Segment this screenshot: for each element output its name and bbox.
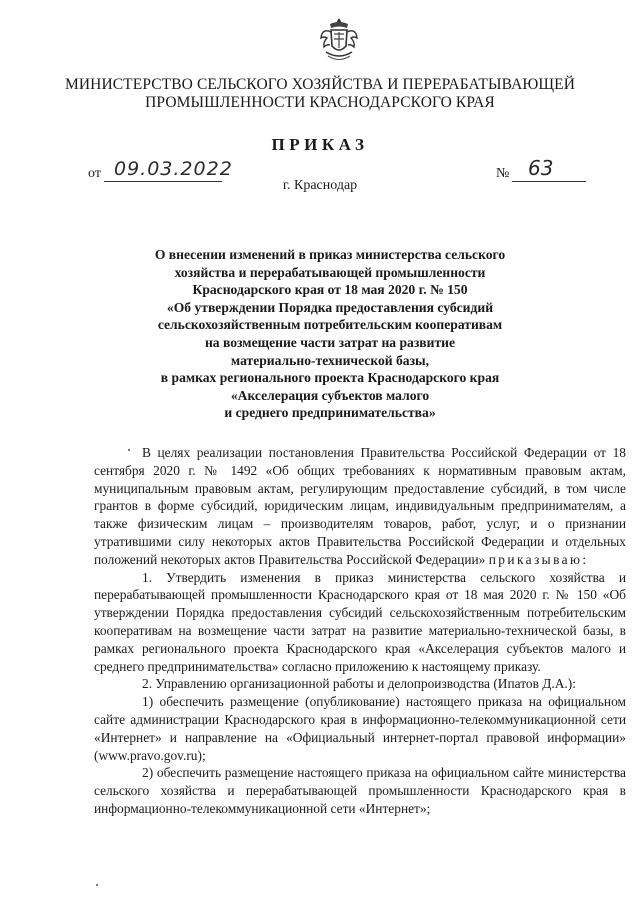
intro-text: В целях реализации постановления Правительства Российской Федерации от 18 сентября 2020 г. № 1492 «Об общих требованиях к нормативным правовым актам, муниципальным правовым актам, регулирующим предоставление субсидий, в том числе грантов в форме субсидий, юридическим лицам, индивидуальным предпринимателям, а также физическим лицам – производителям товаров, работ, услуг, и о признании утратившими силу некоторых актов Правительства Российской Федерации и отдельных положений некоторых актов Правительства Российской Федерации» bbox=[94, 445, 626, 567]
coat-of-arms-icon bbox=[318, 14, 360, 64]
order-body bbox=[94, 444, 626, 818]
subject-line: сельскохозяйственным потребительским кооперативам bbox=[157, 317, 503, 333]
subject-line: «Об утверждении Порядка предоставления субсидий bbox=[166, 299, 494, 315]
subject-line: «Акселерация субъектов малого bbox=[230, 387, 430, 403]
scan-speck bbox=[128, 449, 130, 451]
subject-line: О внесении изменений в приказ министерства сельского bbox=[154, 247, 506, 262]
order-subject bbox=[120, 246, 540, 422]
subject-line: и среднего предпринимательства» bbox=[224, 405, 436, 421]
city: г. Краснодар bbox=[282, 178, 358, 193]
ministry-line-2: ПРОМЫШЛЕННОСТИ КРАСНОДАРСКОГО КРАЯ bbox=[145, 94, 495, 111]
subject-line: на возмещение части затрат на развитие bbox=[204, 334, 456, 350]
item-2: 2. Управлению организационной работы и делопроизводства (Ипатов Д.А.): bbox=[142, 676, 576, 692]
subject-line: материально-технической базы, bbox=[230, 352, 430, 368]
item-2-1: 1) обеспечить размещение (опубликование) настоящего приказа на официальном сайте администрации Краснодарского края в информационно-телекоммуникационной сети «Интернет» и направление на «Официальный интернет-портал правовой информации» (www.pravo.gov.ru); bbox=[94, 694, 626, 763]
ministry-name bbox=[40, 76, 600, 112]
item-2-2: 2) обеспечить размещение настоящего приказа на официальном сайте министерства сельского хозяйства и перерабатывающей промышленности Краснодарского края в информационно-телекоммуникационной сети «Интернет»; bbox=[94, 765, 626, 816]
subject-line: Краснодарского края от 18 мая 2020 г. № 150 bbox=[192, 282, 468, 298]
item-1: 1. Утвердить изменения в приказ министерства сельского хозяйства и перерабатывающей промышленности Краснодарского края от 18 мая 2020 г. № 150 «Об утверждении Порядка предоставления субсидий сельскохозяйственным потребительским кооперативам на возмещение части затрат на развитие материально-технической базы, в рамках регионального проекта Краснодарского края «Акселерация субъектов малого и среднего предпринимательства» согласно приложению к настоящему приказу. bbox=[94, 569, 626, 674]
handwritten-number: 63 bbox=[528, 156, 554, 180]
order-word: приказываю: bbox=[488, 551, 589, 567]
handwritten-date: 09.03.2022 bbox=[114, 158, 233, 180]
scan-speck bbox=[96, 884, 98, 886]
subject-line: хозяйства и перерабатывающей промышленности bbox=[174, 264, 486, 280]
intro-paragraph bbox=[94, 444, 626, 569]
ministry-line-1: МИНИСТЕРСТВО СЕЛЬСКОГО ХОЗЯЙСТВА И ПЕРЕРАБАТЫВАЮЩЕЙ bbox=[64, 76, 575, 93]
number-prefix: № bbox=[496, 166, 510, 181]
order-title: ПРИКАЗ bbox=[271, 135, 369, 154]
date-prefix: от bbox=[88, 166, 101, 181]
subject-line: в рамках регионального проекта Краснодарского края bbox=[160, 370, 500, 386]
